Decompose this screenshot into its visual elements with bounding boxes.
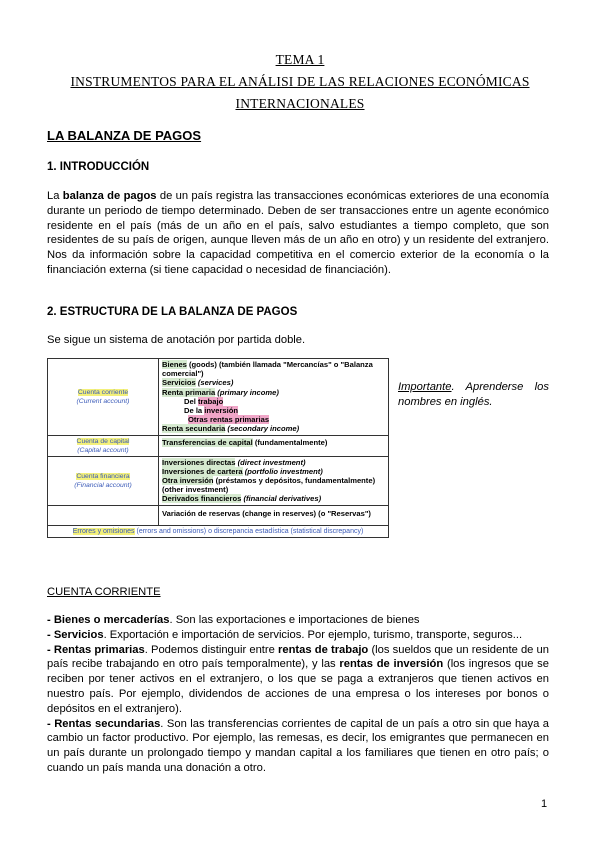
errors-omissions-row: Errores y omisiones (errors and omissions) o discrepancia estadística (statistical discrepancy) [48, 525, 389, 537]
section-main-heading: LA BALANZA DE PAGOS [47, 128, 202, 143]
list-item-bienes: - Bienes o mercaderías. Son las exportaciones e importaciones de bienes [47, 614, 420, 626]
current-account-items: Bienes (goods) (también llamada "Mercancías" o "Balanza comercial") Servicios (services) Renta primaria (primary income) Del trabajo De la inversión Otras rentas primarias Renta secundaria (secondary income) [159, 359, 389, 436]
intro-paragraph-2: Nos da información sobre la capacidad competitiva en el comercio exterior de la economía o la financiación externa (si tiene capacidad o necesidad de financiación). [47, 249, 549, 276]
reserves-item: Variación de reservas (change in reserves) (o "Reservas") [159, 505, 389, 525]
section2-intro: Se sigue un sistema de anotación por partida doble. [47, 334, 306, 346]
page-number: 1 [541, 798, 548, 810]
cuenta-corriente-list [47, 613, 549, 776]
capital-account-label: Cuenta de capital (Capital account) [48, 435, 159, 456]
list-item-servicios: - Servicios. Exportación e importación de servicios. Por ejemplo, turismo, transporte, seguros... [47, 628, 523, 641]
capital-account-items: Transferencias de capital (fundamentalmente) [159, 435, 389, 456]
current-account-label: Cuenta corriente (Current account) [48, 359, 159, 436]
intro-paragraph: La balanza de pagos de un país registra las transacciones económicas exteriores de una economía durante un periodo de tiempo determinado. Deben de ser transacciones entre un agente económico residente en el país (más de un año en el país, salvo estudiantes a tiempo completo, que son residentes de su país de origen, aunque lleven más de un año en otro) y un residente del extranjero. Nos da información sobre la capacidad competitiva en el comercio exterior de la economía o la financiación externa (si tiene capacidad o necesidad de financiación). [47, 190, 549, 276]
cuenta-corriente-heading: CUENTA CORRIENTE [47, 586, 161, 598]
list-item-rentas-primarias: - Rentas primarias. Podemos distinguir entre rentas de trabajo (los sueldos que un residente de un país recibe trabajando en otro país temporalmente), y las rentas de inversión (los ingresos que se reciben por tener activos en el extranjero, o los que se paga a extranjeros que tienen activos en nuestro país. Por ejemplo, dividendos de acciones de una empresa o los intereses por bonos o depósitos en el extranjero). [47, 643, 550, 715]
financial-account-label: Cuenta financiera (Financial account) [48, 456, 159, 505]
title-line-1: INSTRUMENTOS PARA EL ANÁLISI DE LAS RELACIONES ECONÓMICAS [70, 74, 530, 89]
term-balanza: balanza de pagos [62, 190, 157, 202]
important-note: Importante. Aprenderse los nombres en inglés. [398, 381, 549, 408]
section2-heading: 2. ESTRUCTURA DE LA BALANZA DE PAGOS [47, 306, 298, 318]
financial-account-items: Inversiones directas (direct investment) Inversiones de cartera (portfolio investment) Otra inversión (préstamos y depósitos, fundamentalmente) (other investment) Derivados financieros (financial derivatives) [159, 456, 389, 505]
title-line-2: INTERNACIONALES [235, 96, 365, 111]
section1-heading: 1. INTRODUCCIÓN [47, 161, 150, 173]
tema-number: TEMA 1 [275, 52, 325, 67]
balance-table [47, 358, 389, 538]
reserves-label-empty [48, 505, 159, 525]
list-item-rentas-secundarias: - Rentas secundarias. Son las transferencias corrientes de capital de un país a otro sin que haya a cambio un factor productivo. Por ejemplo, las remesas, es decir, los emigrantes que permanecen en un país durante un prolongado tiempo y mandan capital a los familiares que tienen en otro país; o cuando un país manda una donación a otro. [47, 717, 549, 774]
